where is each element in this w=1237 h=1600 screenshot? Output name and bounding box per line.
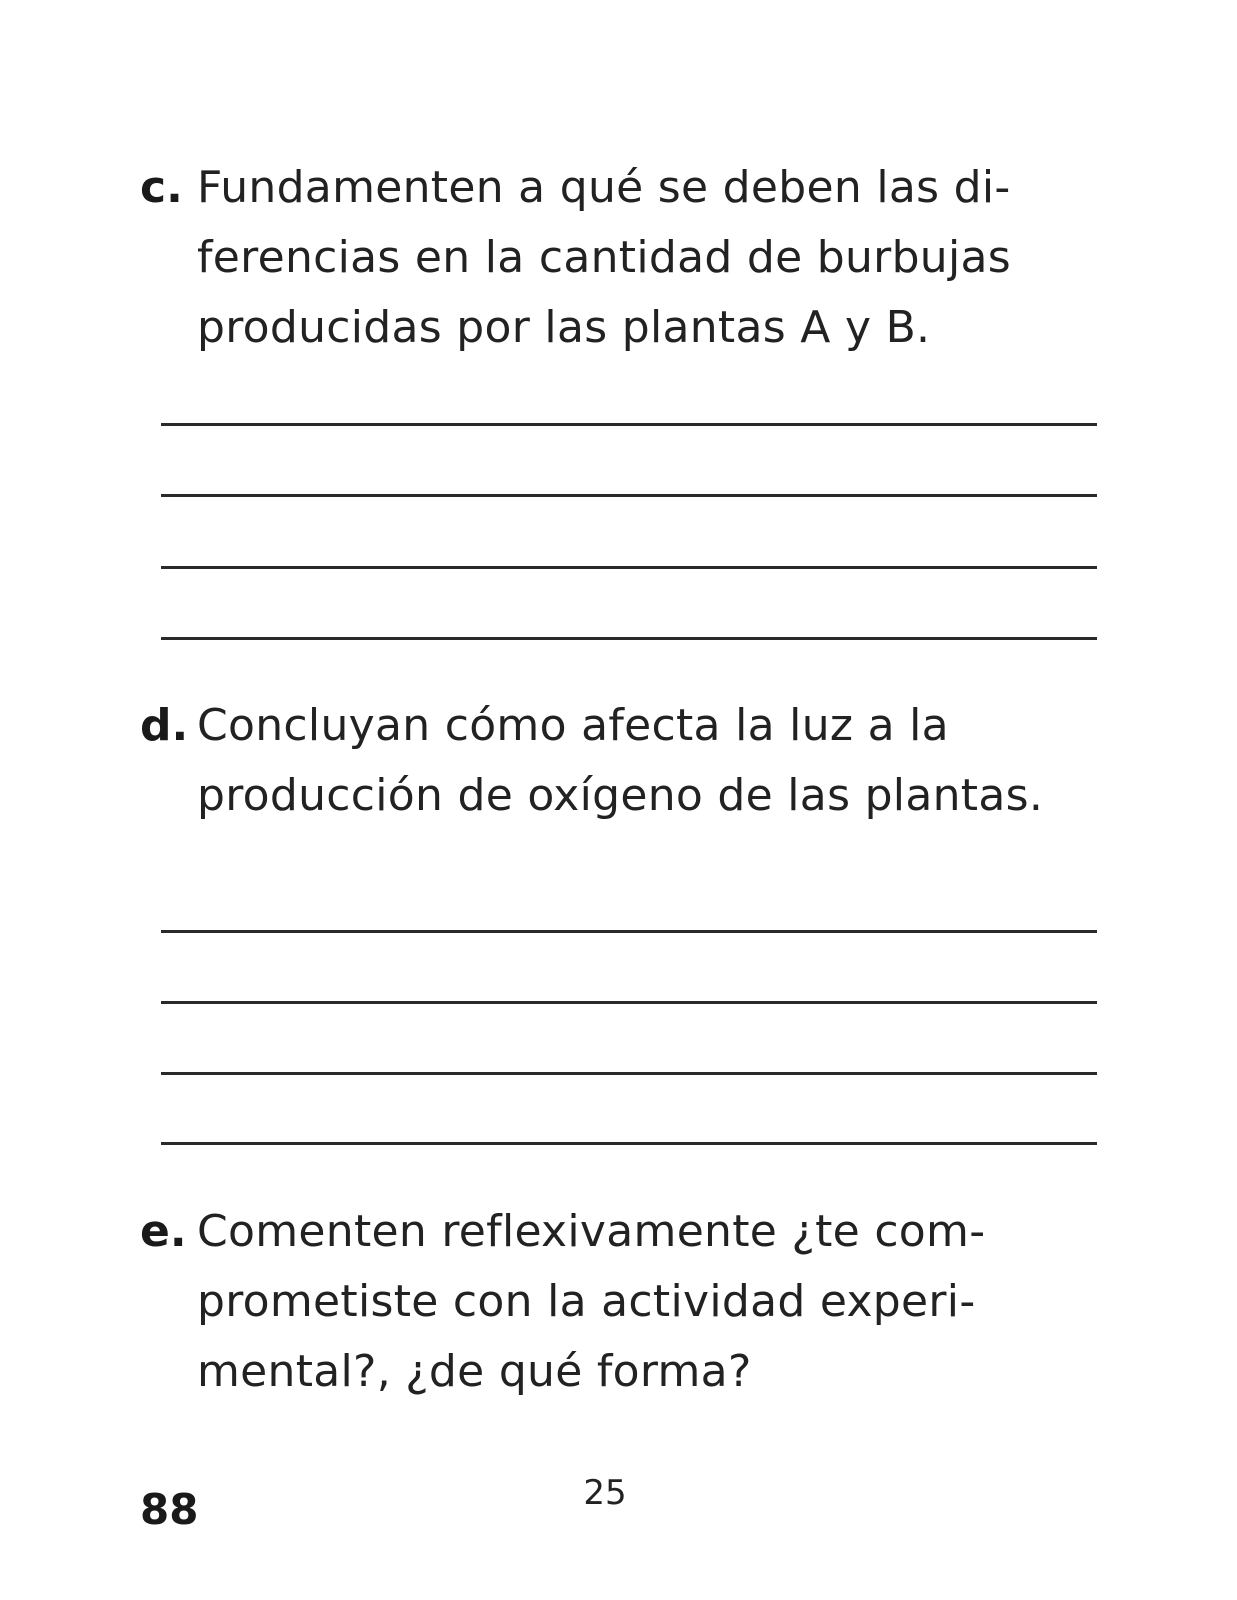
question-d <box>140 691 1100 831</box>
answer-line[interactable] <box>161 566 1097 569</box>
answer-line[interactable] <box>161 494 1097 497</box>
question-text-line: Concluyan cómo afecta la luz a la <box>197 700 949 751</box>
answer-line[interactable] <box>161 423 1097 426</box>
question-text <box>197 153 1102 363</box>
answer-line[interactable] <box>161 930 1097 933</box>
question-text-line: producidas por las plantas A y B. <box>197 302 931 353</box>
center-page-number: 25 <box>583 1473 627 1513</box>
question-text-line: Fundamenten a qué se deben las di- <box>197 162 1011 213</box>
answer-line[interactable] <box>161 637 1097 640</box>
answer-line[interactable] <box>161 1001 1097 1004</box>
question-label: e. <box>140 1206 187 1257</box>
question-text <box>197 1197 1102 1407</box>
question-text-line: prometiste con la actividad experi- <box>197 1276 976 1327</box>
answer-line[interactable] <box>161 1142 1097 1145</box>
page-number: 88 <box>140 1485 199 1534</box>
question-e <box>140 1197 1100 1407</box>
question-label: d. <box>140 700 189 751</box>
question-text-line: mental?, ¿de qué forma? <box>197 1346 752 1397</box>
question-text <box>197 691 1102 831</box>
question-text-line: producción de oxígeno de las plantas. <box>197 770 1044 821</box>
question-label: c. <box>140 162 183 213</box>
answer-line[interactable] <box>161 1072 1097 1075</box>
question-text-line: ferencias en la cantidad de burbujas <box>197 232 1011 283</box>
question-text-line: Comenten reflexivamente ¿te com- <box>197 1206 986 1257</box>
question-c <box>140 153 1100 363</box>
